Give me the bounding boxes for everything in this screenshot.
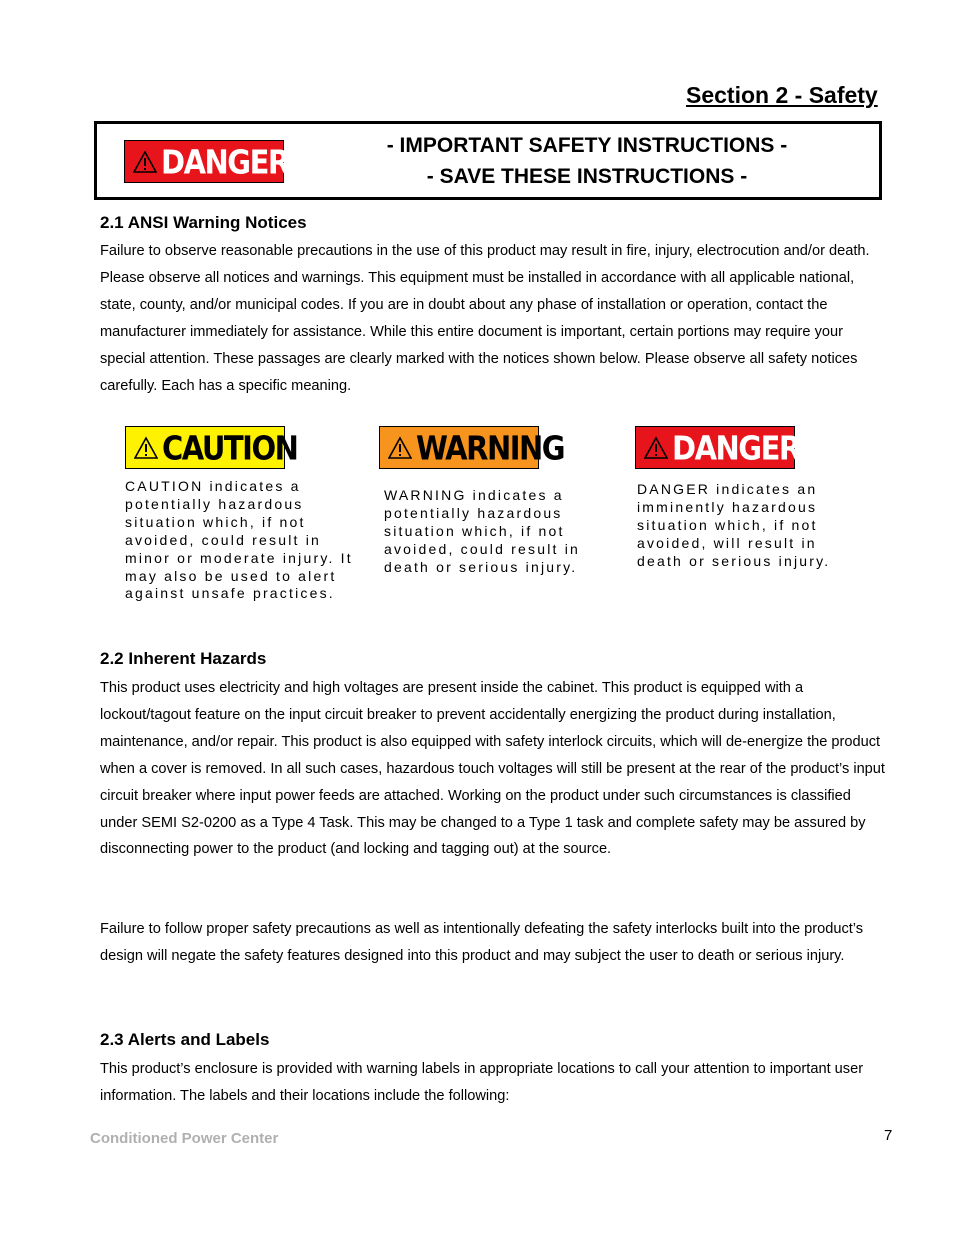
section-2-2-text-1: This product uses electricity and high voltages are present inside the cabinet. This product is equipped with a lockout/tagout feature on the input circuit breaker to prevent accidentally energizing the product during installation, maintenance, and/or repair. This product is also equipped with safety interlock circuits, which will de-energize the product when a cover is removed. In all such cases, hazardous touch voltages will still be present at the rear of the product’s input circuit breaker where input power feeds are attached. Working on the product under such circumstances is classified under SEMI S2-0200 as a Type 4 Task. This may be changed to a Type 1 task and complete safety may be assured by disconnecting power to the product (and locking and tagging out) at the source.	[100, 680, 885, 858]
section-2-2-heading: 2.2 Inherent Hazards	[100, 649, 267, 668]
section-2-3-text: This product’s enclosure is provided with warning labels in appropriate locations to call your attention to important user information. The labels and their locations include the following:	[100, 1061, 864, 1104]
safety-banner	[94, 121, 882, 200]
warning-triangle-icon	[134, 436, 158, 460]
danger-notice-sign-label: DANGER	[672, 427, 800, 468]
caution-notice-text: CAUTION indicates a potentially hazardous situation which, if not avoided, could result in minor or moderate injury. It may also be used to alert against unsafe practices.	[125, 478, 353, 602]
section-2-3-heading: 2.3 Alerts and Labels	[100, 1030, 270, 1049]
warning-sign-label: WARNING	[416, 427, 565, 468]
footer-title: Conditioned Power Center	[90, 1130, 279, 1147]
banner-line-2: - SAVE THESE INSTRUCTIONS -	[426, 165, 748, 188]
caution-sign	[125, 426, 298, 469]
section-2-1-text: Failure to observe reasonable precautions in the use of this product may result in fire, injury, electrocution and/or death. Please observe all notices and warnings. This equipment must be installed in accordance with all applicable national, state, county, and/or municipal codes. If you are in doubt about any phase of installation or operation, contact the manufacturer immediately for assistance. While this entire document is important, certain portions may require your special attention. These passages are clearly marked with the notices shown below. Please observe all safety notices carefully. Each has a specific meaning.	[100, 243, 870, 394]
warning-triangle-icon	[644, 436, 668, 460]
section-2-2-text-2: Failure to follow proper safety precautions as well as intentionally defeating the safety interlocks built into the product’s design will negate the safety features designed into this product and may subject the user to death or serious injury.	[100, 921, 864, 964]
danger-sign-label: DANGER	[161, 141, 289, 182]
banner-line-1: - IMPORTANT SAFETY INSTRUCTIONS -	[386, 134, 788, 157]
caution-sign-label: CAUTION	[162, 427, 298, 468]
warning-triangle-icon	[133, 150, 157, 174]
danger-notice-text: DANGER indicates an imminently hazardous situation which, if not avoided, will result in death or serious injury.	[637, 481, 831, 569]
warning-notice-text: WARNING indicates a potentially hazardous situation which, if not avoided, could result in death or serious injury.	[384, 487, 580, 575]
danger-sign	[124, 140, 289, 183]
section-title: Section 2 - Safety	[686, 82, 878, 108]
warning-sign	[379, 426, 565, 469]
danger-notice-sign	[635, 426, 800, 469]
warning-triangle-icon	[388, 436, 412, 460]
section-2-1-heading: 2.1 ANSI Warning Notices	[100, 213, 307, 232]
page-number: 7	[884, 1127, 893, 1144]
